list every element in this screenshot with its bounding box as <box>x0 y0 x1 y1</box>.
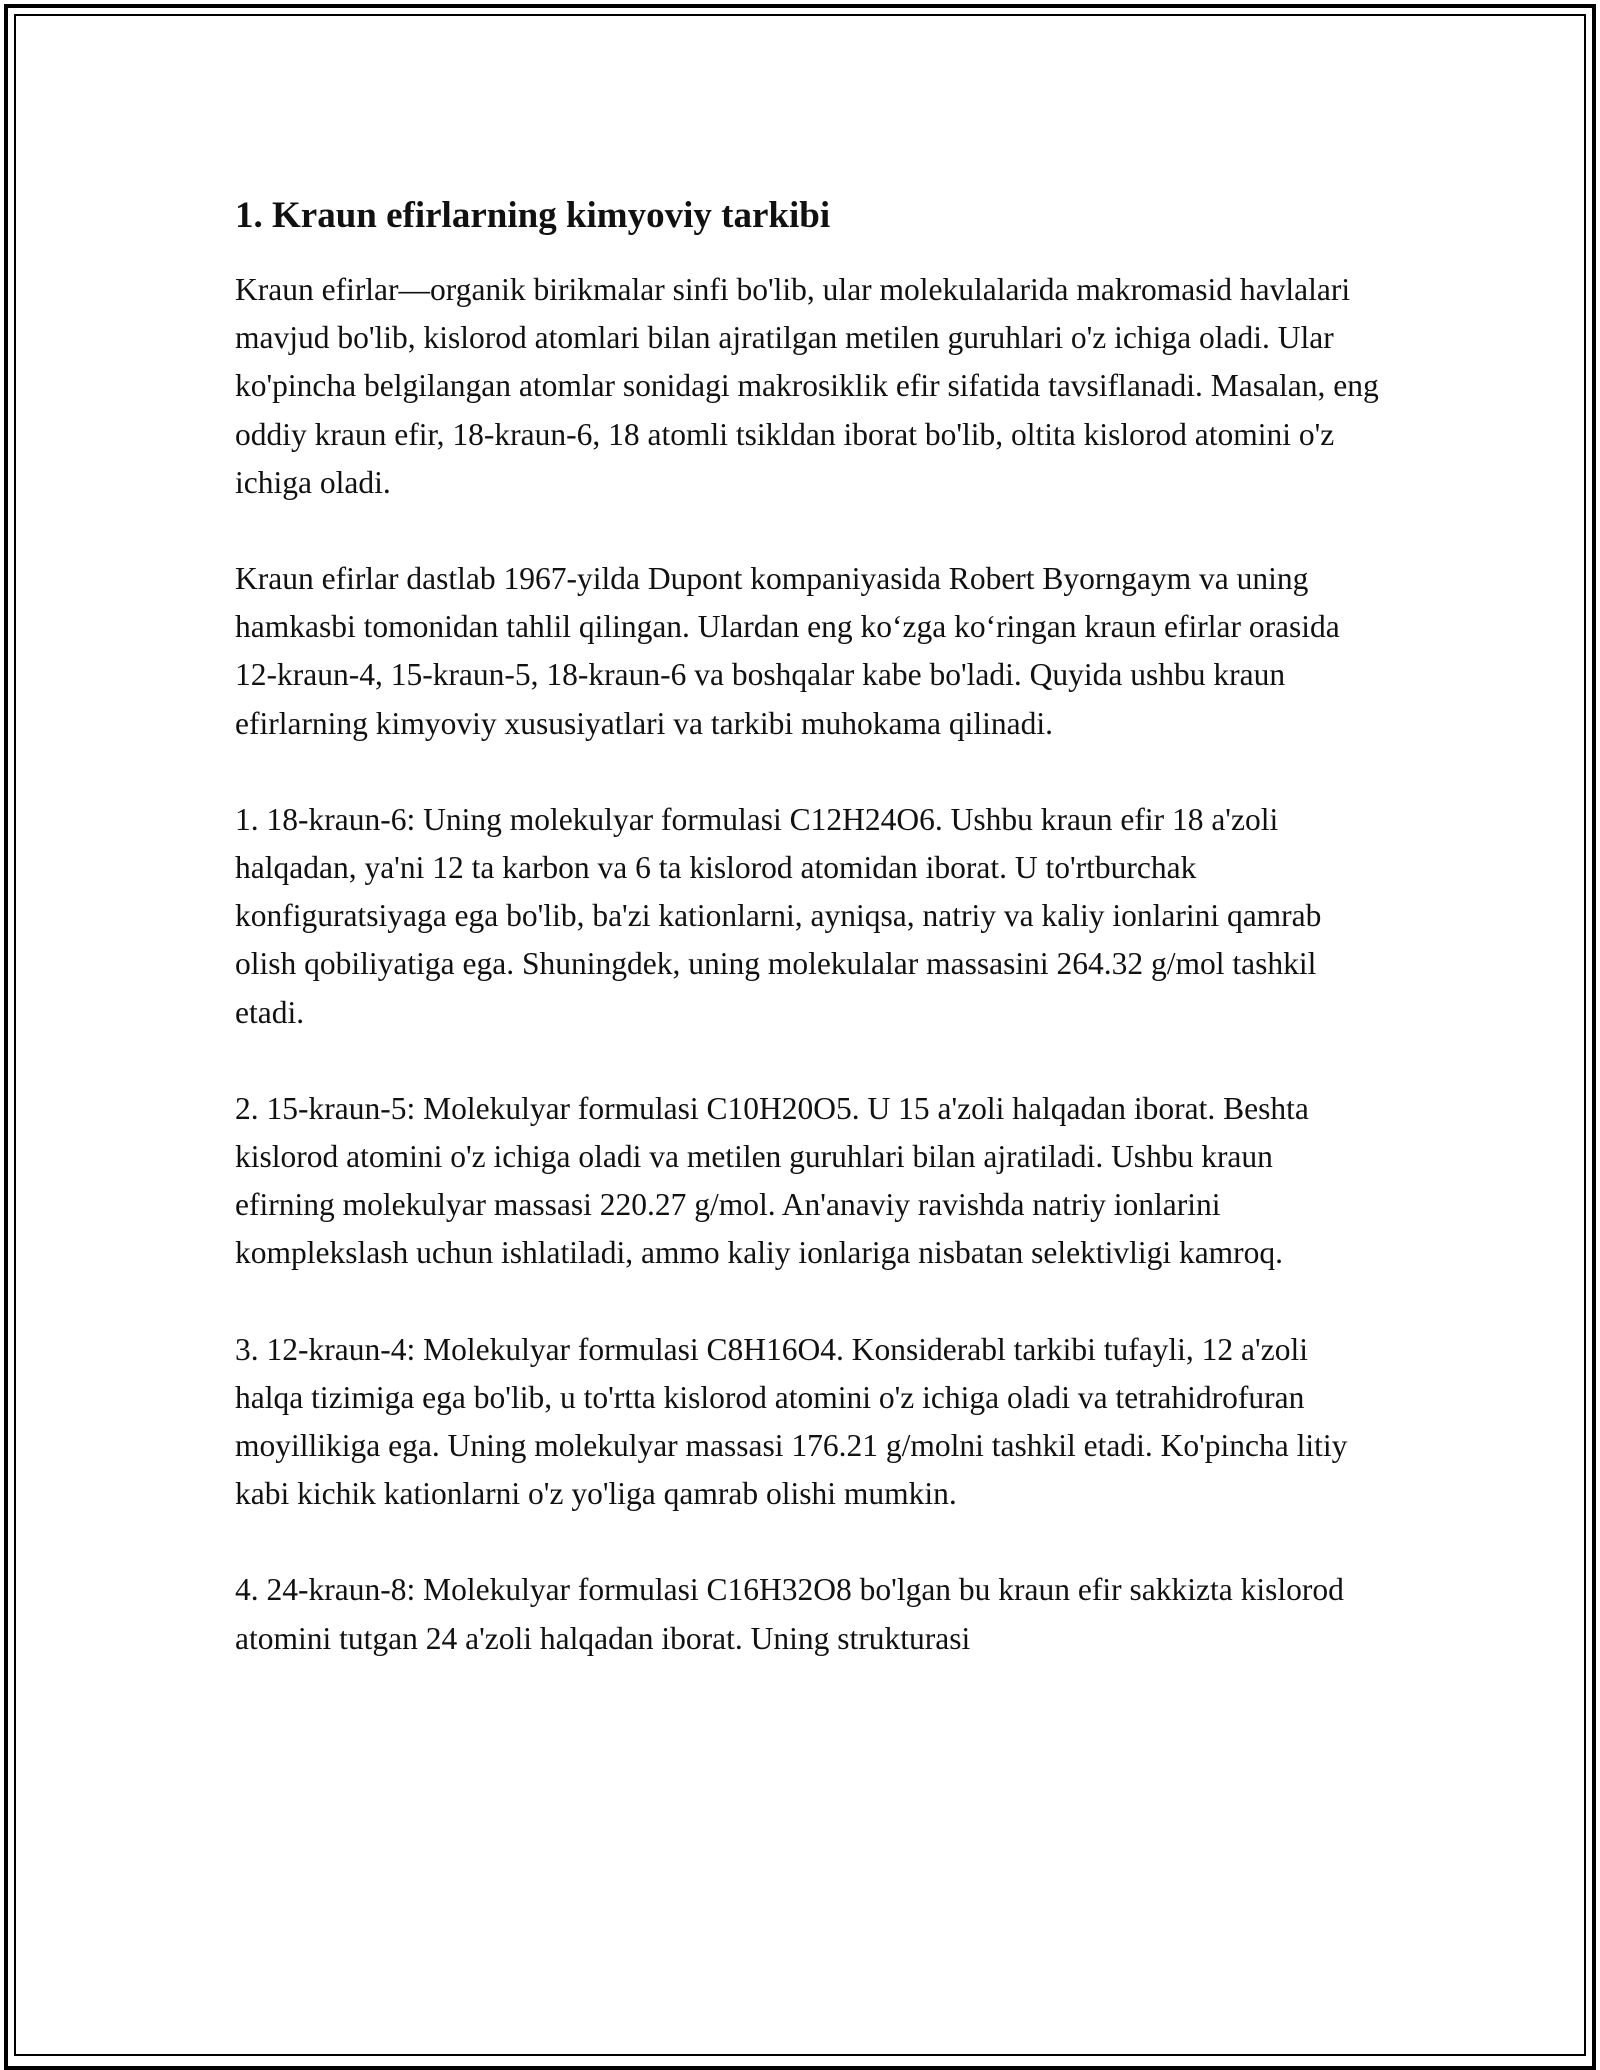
paragraph-history: Kraun efirlar dastlab 1967-yilda Dupont kompaniyasida Robert Byorngaym va uning hamkasbi tomonidan tahlil qilingan. Ulardan eng ko‘zga ko‘ringan kraun efirlar orasida 12-kraun-4, 15-kraun-5, 18-kraun-6 va boshqalar kabe bo'ladi. Quyida ushbu kraun efirlarning kimyoviy xususiyatlari va tarkibi muhokama qilinadi. <box>235 561 1340 741</box>
paragraph-15-crown-5: 2. 15-kraun-5: Molekulyar formulasi C10H20O5. U 15 a'zoli halqadan iborat. Beshta kislorod atomini o'z ichiga oladi va metilen guruhlari bilan ajratiladi. Ushbu kraun efirning molekulyar massasi 220.27 g/mol. An'anaviy ravishda natriy ionlarini komplekslash uchun ishlatiladi, ammo kaliy ionlariga nisbatan selektivligi kamroq. <box>235 1090 1309 1271</box>
document-body <box>235 188 1380 1711</box>
paragraph-18-crown-6: 1. 18-kraun-6: Uning molekulyar formulasi C12H24O6. Ushbu kraun efir 18 a'zoli halqadan, ya'ni 12 ta karbon va 6 ta kislorod atomidan iborat. U to'rtburchak konfiguratsiyaga ega bo'lib, ba'zi kationlarni, ayniqsa, natriy va kaliy ionlarini qamrab olish qobiliyatiga ega. Shuningdek, uning molekulalar massasini 264.32 g/mol tashkil etadi. <box>235 801 1322 1030</box>
section-heading: 1. Kraun efirlarning kimyoviy tarkibi <box>235 195 831 236</box>
paragraph-intro: Kraun efirlar—organik birikmalar sinfi bo'lib, ular molekulalarida makromasid havlalari mavjud bo'lib, kislorod atomlari bilan ajratilgan metilen guruhlari o'z ichiga oladi. Ular ko'pincha belgilangan atomlar sonidagi makrosiklik efir sifatida tavsiflanadi. Masalan, eng oddiy kraun efir, 18-kraun-6, 18 atomli tsikldan iborat bo'lib, oltita kislorod atomini o'z ichiga oladi. <box>235 272 1379 500</box>
paragraph-12-crown-4: 3. 12-kraun-4: Molekulyar formulasi C8H16O4. Konsiderabl tarkibi tufayli, 12 a'zoli halqa tizimiga ega bo'lib, u to'rtta kislorod atomini o'z ichiga oladi va tetrahidrofuran moyillikiga ega. Uning molekulyar massasi 176.21 g/molni tashkil etadi. Ko'pincha litiy kabi kichik kationlarni o'z yo'liga qamrab olishi mumkin. <box>235 1331 1348 1512</box>
paragraph-24-crown-8: 4. 24-kraun-8: Molekulyar formulasi C16H32O8 bo'lgan bu kraun efir sakkizta kislorod atomini tutgan 24 a'zoli halqadan iborat. Uning strukturasi <box>235 1572 1344 1656</box>
